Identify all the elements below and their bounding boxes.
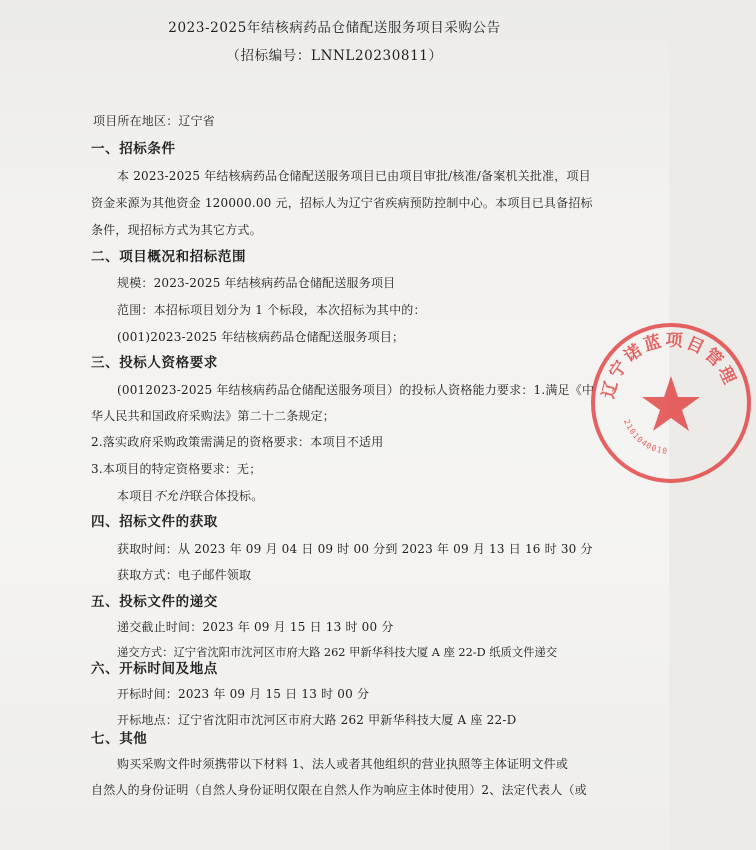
company-seal-stamp <box>586 318 756 488</box>
seal-text: 辽宁诺蓝项目管理 <box>598 330 741 401</box>
qualification-line-1: (0012023-2025 年结核病药品仓储配送服务项目）的投标人资格能力要求：1.满足《中 <box>117 383 595 397</box>
section-heading-1: 一、招标条件 <box>91 141 176 157</box>
opening-time: 开标时间：2023 年 09 月 15 日 13 时 00 分 <box>117 687 370 701</box>
seal-star-icon <box>642 376 700 431</box>
project-scope: 范围：本招标项目划分为 1 个标段，本次招标为其中的： <box>117 303 426 317</box>
project-lot: (001)2023-2025 年结核病药品仓储配送服务项目； <box>117 330 405 344</box>
project-location: 项目所在地区：辽宁省 <box>93 114 216 128</box>
section-1-line-1: 本 2023-2025 年结核病药品仓储配送服务项目已由项目审批/核准/备案机关批准，项目 <box>117 169 591 183</box>
qualification-line-2: 华人民共和国政府采购法》第二十二条规定； <box>91 409 336 423</box>
seal-code: 2101040010 <box>621 417 669 457</box>
consortium-note <box>117 488 263 504</box>
document-obtain-method: 获取方式：电子邮件领取 <box>117 568 252 582</box>
document-title: 2023-2025年结核病药品仓储配送服务项目采购公告 <box>168 20 501 36</box>
submission-deadline: 递交截止时间：2023 年 09 月 15 日 13 时 00 分 <box>117 620 394 634</box>
submission-method: 递交方式：辽宁省沈阳市沈河区市府大路 262 甲新华科技大厦 A 座 22-D 纸质文件递交 <box>117 646 558 659</box>
consortium-italic: 不允许 <box>153 489 191 503</box>
section-heading-6: 六、开标时间及地点 <box>91 661 218 677</box>
qualification-specific: 3.本项目的特定资格要求：无； <box>91 462 262 476</box>
other-line-1: 购买采购文件时须携带以下材料 1、法人或者其他组织的营业执照等主体证明文件或 <box>117 757 569 771</box>
section-heading-7: 七、其他 <box>91 731 148 747</box>
section-heading-2: 二、项目概况和招标范围 <box>91 249 247 265</box>
document-obtain-time: 获取时间：从 2023 年 09 月 04 日 09 时 00 分到 2023 年 09 月 13 日 16 时 30 分 <box>117 542 593 556</box>
consortium-prefix: 本项目 <box>117 489 154 503</box>
consortium-suffix: 联合体投标。 <box>190 489 264 503</box>
section-heading-4: 四、招标文件的获取 <box>91 514 218 530</box>
section-1-line-3: 条件，现招标方式为其它方式。 <box>91 223 262 237</box>
opening-place: 开标地点：辽宁省沈阳市沈河区市府大路 262 甲新华科技大厦 A 座 22-D <box>117 713 517 727</box>
section-heading-3: 三、投标人资格要求 <box>91 355 218 371</box>
qualification-policy: 2.落实政府采购政策需满足的资格要求：本项目不适用 <box>91 435 384 449</box>
section-1-line-2: 资金来源为其他资金 120000.00 元，招标人为辽宁省疾病预防控制中心。本项目已具备招标 <box>91 196 593 210</box>
other-line-2: 自然人的身份证明（自然人身份证明仅限在自然人作为响应主体时使用）2、法定代表人（或 <box>91 783 587 797</box>
section-heading-5: 五、投标文件的递交 <box>91 594 218 610</box>
project-scale: 规模：2023-2025 年结核病药品仓储配送服务项目 <box>117 276 396 290</box>
bid-number: （招标编号：LNNL20230811） <box>226 48 443 64</box>
